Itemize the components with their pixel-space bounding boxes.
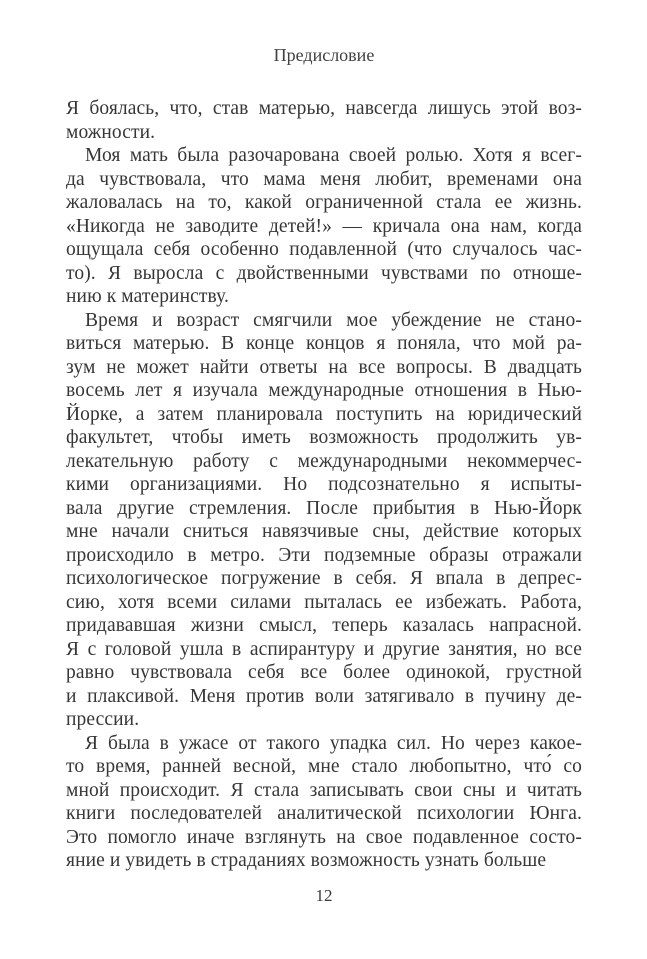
text-line: мне начали сниться навязчивые сны, действие которых bbox=[66, 521, 582, 542]
paragraph bbox=[66, 97, 582, 144]
paragraph bbox=[66, 309, 582, 732]
text-line: и плаксивой. Меня против воли затягивало в пучину де- bbox=[66, 685, 582, 707]
text-line: придававшая жизни смысл, теперь казалась напрасной. bbox=[66, 615, 582, 636]
text-line: ощущала себя особенно подавленной (что случалось час- bbox=[66, 239, 582, 260]
text-line: Моя мать была разочарована своей ролью. Хотя я всег- bbox=[85, 145, 582, 166]
text-line: виться матерью. В конце концов я поняла, что мой ра- bbox=[66, 333, 582, 354]
text-line: яние и увидеть в страданиях возможность узнать больше bbox=[66, 850, 547, 871]
text-line: то). Я выросла с двойственными чувствами по отноше- bbox=[66, 262, 582, 284]
text-line: сию, хотя всеми силами пыталась ее избежать. Работа, bbox=[66, 591, 582, 613]
text-line: Я была в ужасе от такого упадка сил. Но через какое- bbox=[85, 732, 582, 754]
text-line: «Никогда не заводите детей!» — кричала она нам, когда bbox=[66, 215, 582, 237]
text-line: книги последователей аналитической психологии Юнга. bbox=[66, 803, 582, 824]
text-line: Я боялась, что, став матерью, навсегда лишусь этой воз- bbox=[66, 98, 582, 119]
text-line: вала другие стремления. После прибытия в Нью-Йорк bbox=[66, 497, 582, 519]
text-line: да чувствовала, что мама меня любит, временами она bbox=[66, 168, 582, 190]
text-line: можности. bbox=[66, 121, 156, 143]
text-line: Это помогло иначе взглянуть на свое подавленное состо- bbox=[66, 826, 582, 848]
text-line: восемь лет я изучала международные отношения в Нью- bbox=[66, 380, 582, 401]
text-line: то время, ранней весной, мне стало любопытно, что́ со bbox=[66, 756, 582, 777]
text-line: Я с головой ушла в аспирантуру и другие занятия, но все bbox=[66, 638, 582, 660]
text-line: лекательную работу с международными некоммерчес- bbox=[66, 450, 582, 472]
text-line: Время и возраст смягчили мое убеждение не стано- bbox=[85, 309, 582, 331]
paragraph bbox=[66, 732, 582, 873]
text-line: факультет, чтобы иметь возможность продолжить ув- bbox=[66, 427, 582, 448]
text-line: мной происходит. Я стала записывать свои сны и читать bbox=[66, 779, 582, 801]
text-line: кими организациями. Но подсознательно я испыты- bbox=[66, 474, 582, 495]
text-line: нию к материнству. bbox=[66, 286, 230, 307]
paragraph bbox=[66, 144, 582, 309]
text-line: равно чувствовала себя все более одинокой, грустной bbox=[66, 662, 582, 683]
page-number: 12 bbox=[315, 885, 333, 905]
text-line: Йорке, а затем планировала поступить на юридический bbox=[66, 403, 582, 425]
text-block bbox=[66, 97, 582, 873]
chapter-header: Предисловие bbox=[273, 45, 375, 65]
text-line: психологическое погружение в себя. Я впала в депрес- bbox=[66, 568, 582, 589]
text-line: зум не может найти ответы на все вопросы. В двадцать bbox=[66, 356, 582, 378]
text-line: жаловалась на то, какой ограниченной стала ее жизнь. bbox=[66, 192, 582, 213]
text-line: прессии. bbox=[66, 709, 140, 730]
text-line: происходило в метро. Эти подземные образы отражали bbox=[66, 544, 582, 566]
